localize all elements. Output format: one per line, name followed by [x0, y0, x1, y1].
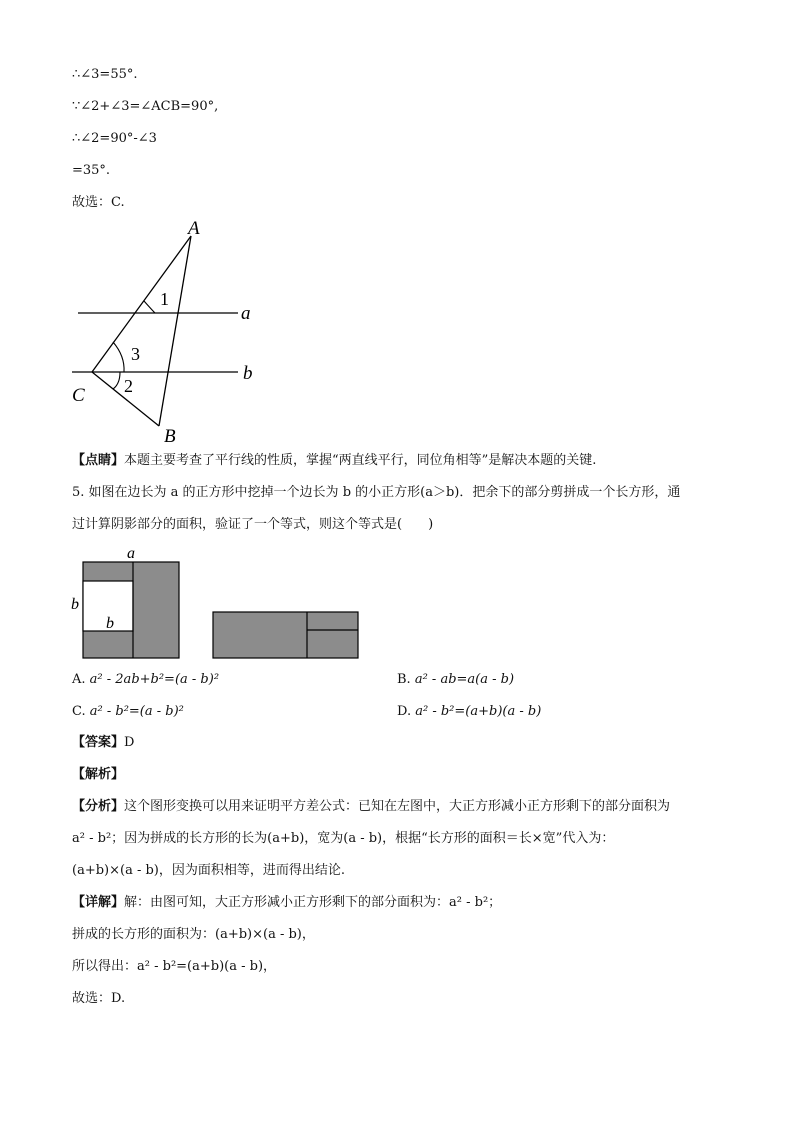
- option-a-text: a² - 2ab+b²=(a - b)²: [89, 672, 220, 687]
- angle-3-arc: [113, 342, 124, 372]
- label-a: a: [241, 303, 251, 324]
- solution-line-5: 故选：C.: [72, 195, 125, 210]
- question-number: 5.: [72, 485, 85, 500]
- answer-value: D: [124, 735, 135, 750]
- answer-line: [72, 734, 134, 752]
- analysis-heading: 【解析】: [72, 767, 125, 782]
- option-d-text: a² - b²=(a+b)(a - b): [415, 704, 542, 719]
- label-angle-2: 2: [124, 376, 133, 396]
- option-d[interactable]: [397, 703, 541, 721]
- square-rectangle-figure: [64, 544, 374, 664]
- detail-line-2: 拼成的长方形的面积为：(a+b)×(a - b)，: [72, 927, 315, 942]
- analysis-line-1: [72, 798, 670, 816]
- label-angle-3: 3: [131, 344, 140, 364]
- answer-tag: 【答案】: [72, 735, 125, 750]
- option-c-text: a² - b²=(a - b)²: [89, 704, 184, 719]
- detail-line-4: 故选：D.: [72, 991, 126, 1006]
- label-b: b: [243, 363, 253, 384]
- solution-line-3: ∴∠2=90°-∠3: [72, 131, 157, 146]
- comment-text: 本题主要考查了平行线的性质，掌握“两直线平行，同位角相等”是解决本题的关键.: [124, 453, 597, 468]
- comment-paragraph: [72, 452, 596, 470]
- angle-2-arc: [113, 372, 120, 389]
- assembled-rectangle: [213, 612, 358, 658]
- option-c[interactable]: [72, 703, 184, 721]
- label-A: A: [188, 218, 200, 239]
- angle-1-arc: [144, 301, 155, 313]
- detail-line-1: [72, 894, 501, 912]
- detail-tag: 【详解】: [72, 895, 125, 910]
- analysis-tag: 【分析】: [72, 799, 125, 814]
- question-5-line-1: [72, 484, 680, 502]
- detail-line-3: 所以得出：a² - b²=(a+b)(a - b)，: [72, 959, 277, 974]
- option-a-key: A.: [72, 672, 86, 687]
- label-angle-1: 1: [160, 289, 169, 309]
- analysis-line-2: a² - b²；因为拼成的长方形的长为(a+b)，宽为(a - b)，根据“长方形的面积＝长×宽”代入为：: [72, 831, 615, 846]
- option-d-key: D.: [397, 704, 412, 719]
- option-b[interactable]: [397, 671, 514, 689]
- question-text-1: 如图在边长为 a 的正方形中挖掉一个边长为 b 的小正方形(a＞b)．把余下的部分剪拼成一个长方形，通: [88, 485, 681, 500]
- option-b-key: B.: [397, 672, 411, 687]
- solution-line-1: ∴∠3=55°.: [72, 67, 138, 82]
- solution-line-2: ∵∠2+∠3=∠ACB=90°,: [72, 99, 219, 114]
- segment-CA: [92, 236, 191, 372]
- comment-tag: 【点睛】: [72, 453, 125, 468]
- detail-text-1: 解：由图可知，大正方形减小正方形剩下的部分面积为：a² - b²；: [124, 895, 502, 910]
- label-side-a: a: [127, 545, 135, 562]
- analysis-text-1: 这个图形变换可以用来证明平方差公式：已知在左图中，大正方形减小正方形剩下的部分面积为: [124, 799, 671, 814]
- parallel-lines-figure: [60, 214, 280, 450]
- option-b-text: a² - ab=a(a - b): [414, 672, 515, 687]
- option-c-key: C.: [72, 704, 86, 719]
- question-text-2: 过计算阴影部分的面积，验证了一个等式，则这个等式是( ): [72, 517, 434, 532]
- solution-line-4: =35°.: [72, 163, 111, 178]
- label-C: C: [72, 385, 85, 406]
- segment-AB: [159, 236, 191, 426]
- option-a[interactable]: [72, 671, 219, 689]
- label-inner-b: b: [106, 615, 114, 632]
- analysis-line-3: (a+b)×(a - b)，因为面积相等，进而得出结论.: [72, 863, 346, 878]
- label-side-b: b: [71, 596, 79, 613]
- label-B: B: [164, 426, 176, 447]
